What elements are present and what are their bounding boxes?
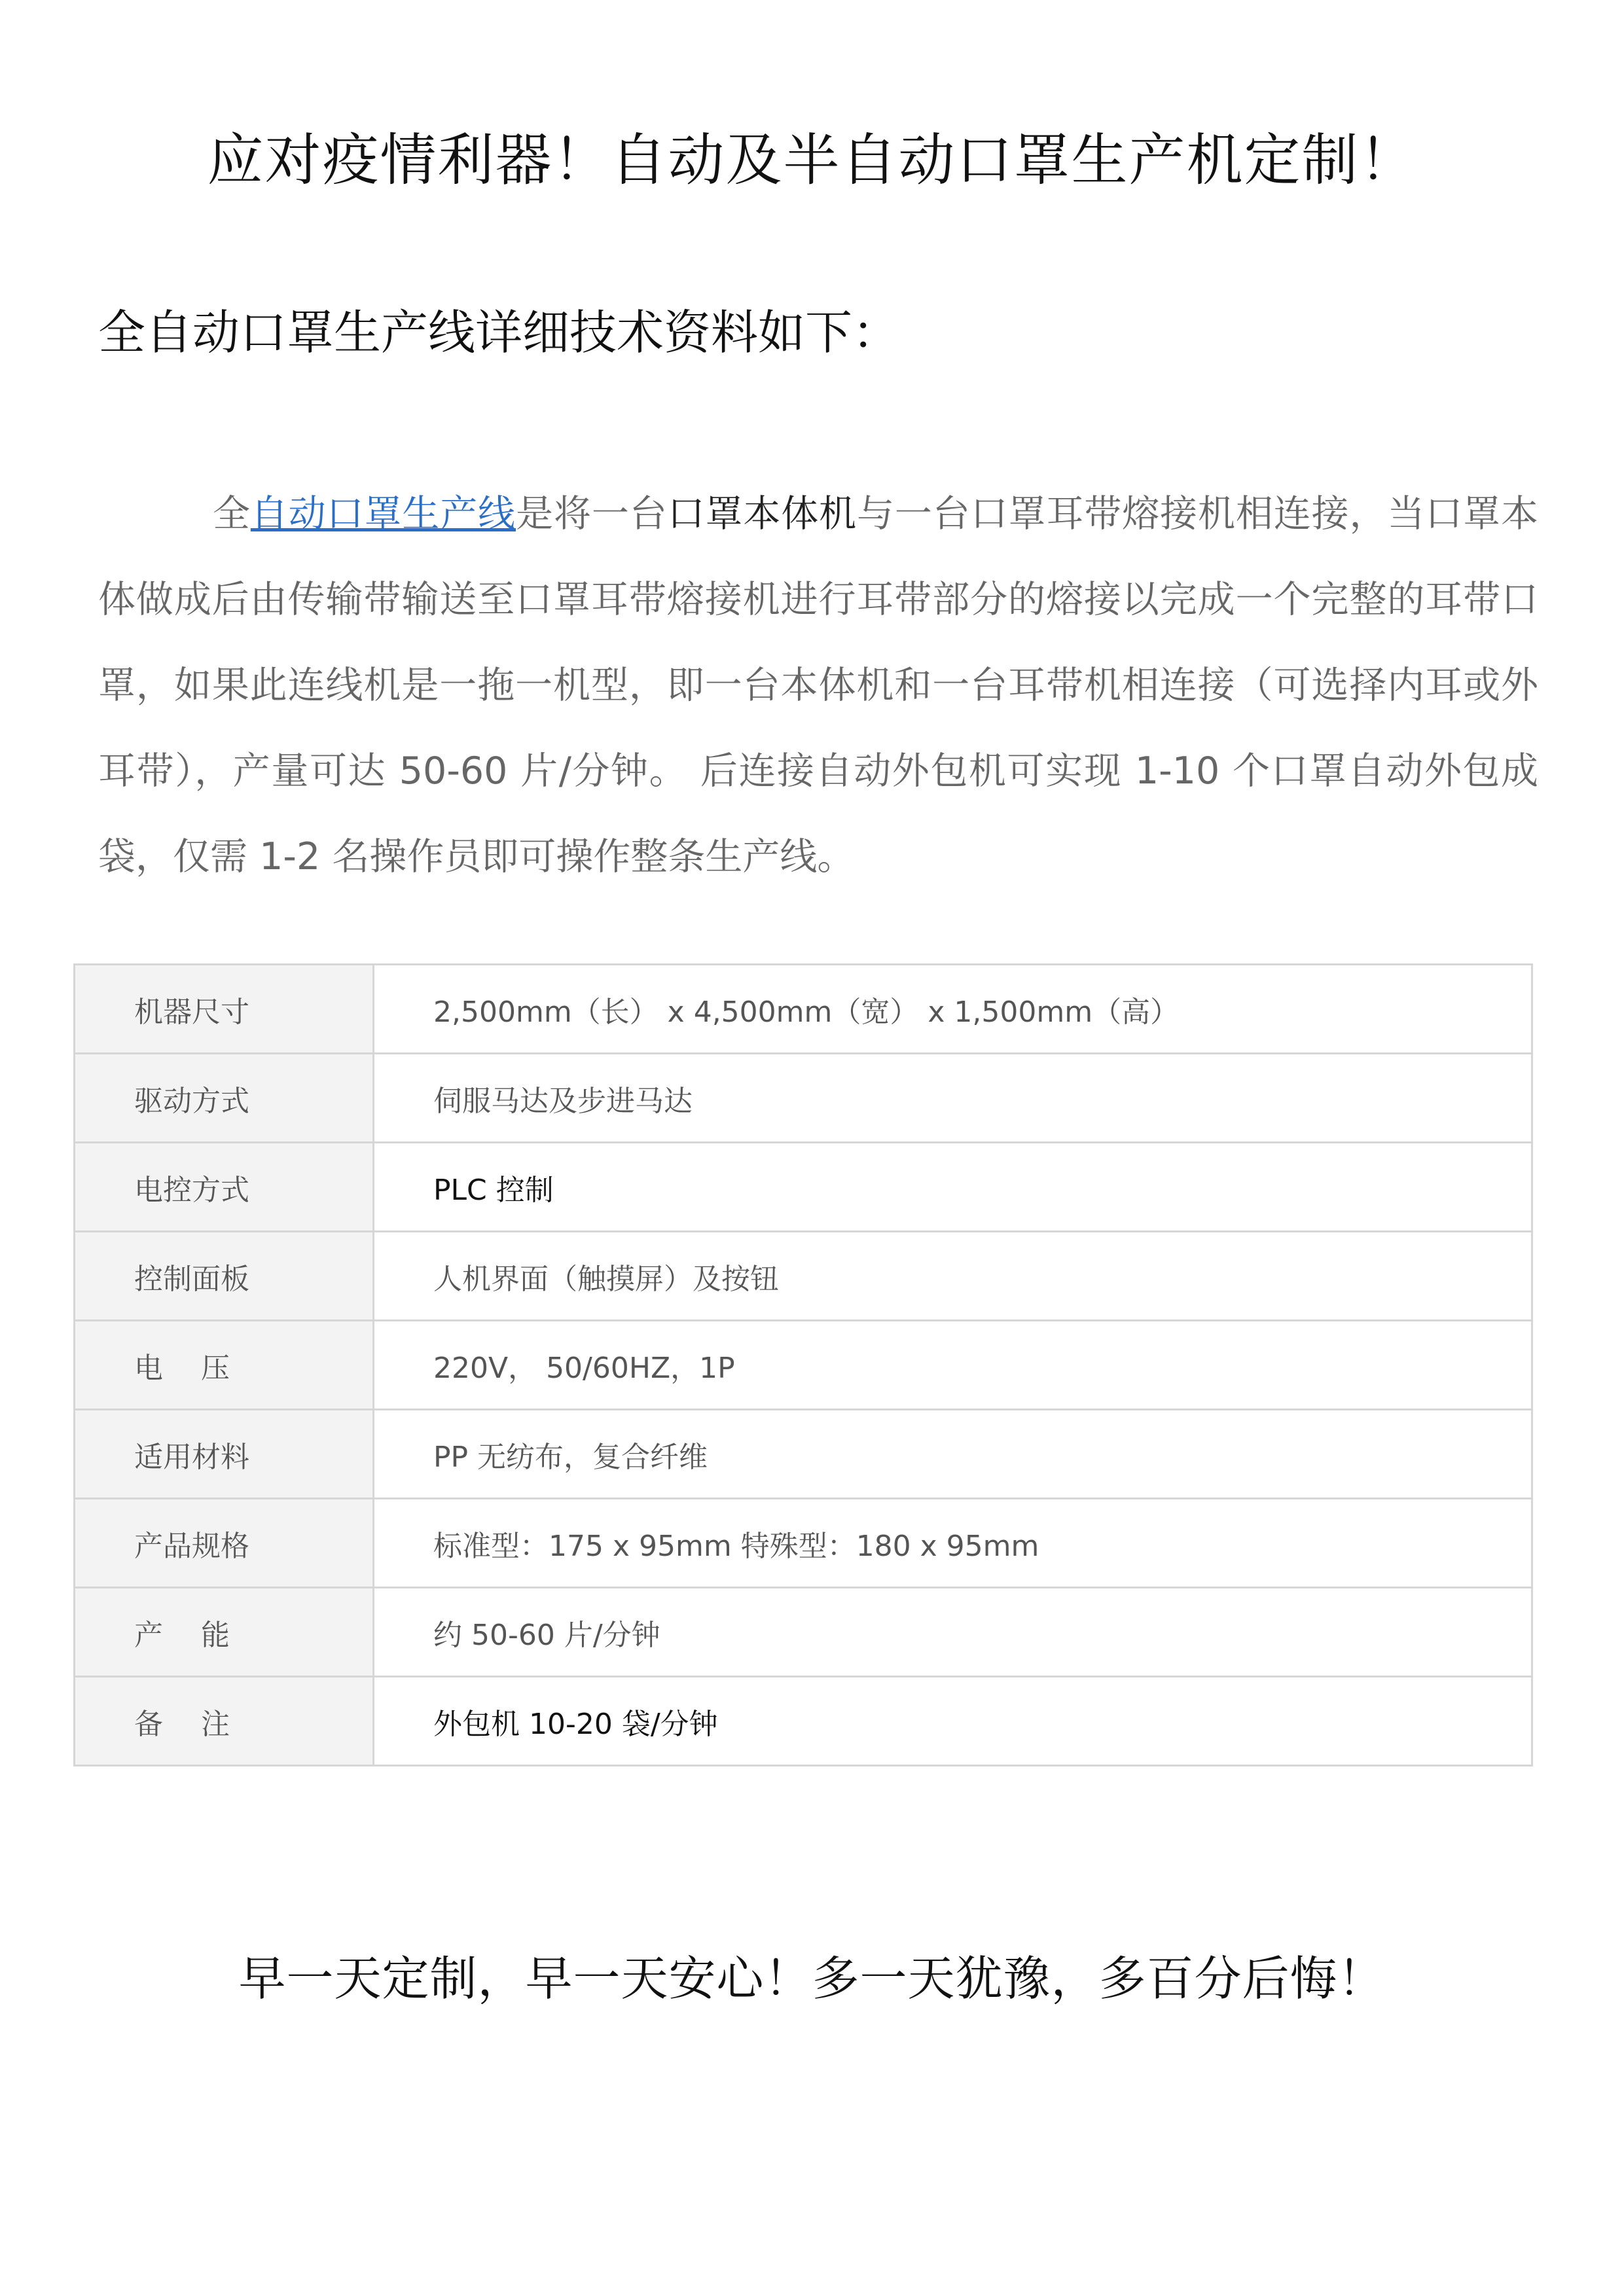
spec-value: 外包机 10-20 袋/分钟: [374, 1677, 1532, 1766]
spec-label: 备 注: [75, 1677, 374, 1766]
table-row: [75, 1410, 1532, 1499]
spec-value: 约 50-60 片/分钟: [374, 1588, 1532, 1677]
spec-label: 电控方式: [75, 1143, 374, 1232]
production-line-link[interactable]: 自动口罩生产线: [250, 492, 516, 535]
closing-slogan: 早一天定制，早一天安心！多一天犹豫，多百分后悔！: [238, 1951, 1386, 2006]
table-row: [75, 1143, 1532, 1232]
table-row: [75, 965, 1532, 1054]
intro-text-3: 与一台口罩耳带熔接机相连接，当口罩本体做成后由传输带输送至口罩耳带熔接机进行耳带部分的熔接以完成一个完整的耳带口罩，如果此连线机是一拖一机型，即一台本体机和一台耳带机相连接（可选择内耳或外耳带），产量可达 50-60 片/分钟。 后连接自动外包机可实现 1-10 个口罩自动外包成袋，仅需 1-2 名操作员即可操作整条生产线。: [98, 492, 1539, 878]
table-row: [75, 1499, 1532, 1588]
intro-text-1: 全: [213, 492, 251, 535]
table-row: [75, 1054, 1532, 1143]
spec-label: 适用材料: [75, 1410, 374, 1499]
table-row: [75, 1321, 1532, 1410]
spec-label: 驱动方式: [75, 1054, 374, 1143]
table-row: [75, 1232, 1532, 1321]
intro-text-2: 是将一台: [516, 492, 668, 535]
spec-value: 220V， 50/60HZ，1P: [374, 1321, 1532, 1410]
page-title: 应对疫情利器！自动及半自动口罩生产机定制！: [207, 128, 1417, 193]
spec-value: PLC 控制: [374, 1143, 1532, 1232]
spec-value: 伺服马达及步进马达: [374, 1054, 1532, 1143]
spec-label: 机器尺寸: [75, 965, 374, 1054]
spec-table: [73, 963, 1533, 1767]
spec-value: 标准型：175 x 95mm 特殊型：180 x 95mm: [374, 1499, 1532, 1588]
spec-label: 产品规格: [75, 1499, 374, 1588]
spec-label: 产 能: [75, 1588, 374, 1677]
spec-value: 2,500mm（长） x 4,500mm（宽） x 1,500mm（高）: [374, 965, 1532, 1054]
spec-label: 控制面板: [75, 1232, 374, 1321]
spec-value: PP 无纺布，复合纤维: [374, 1410, 1532, 1499]
spec-label: 电 压: [75, 1321, 374, 1410]
table-row: [75, 1588, 1532, 1677]
section-heading: 全自动口罩生产线详细技术资料如下：: [98, 305, 900, 360]
spec-value: 人机界面（触摸屏）及按钮: [374, 1232, 1532, 1321]
table-row: [75, 1677, 1532, 1766]
mask-body-machine-text: 口罩本体机: [667, 492, 857, 535]
intro-paragraph: [98, 471, 1538, 900]
